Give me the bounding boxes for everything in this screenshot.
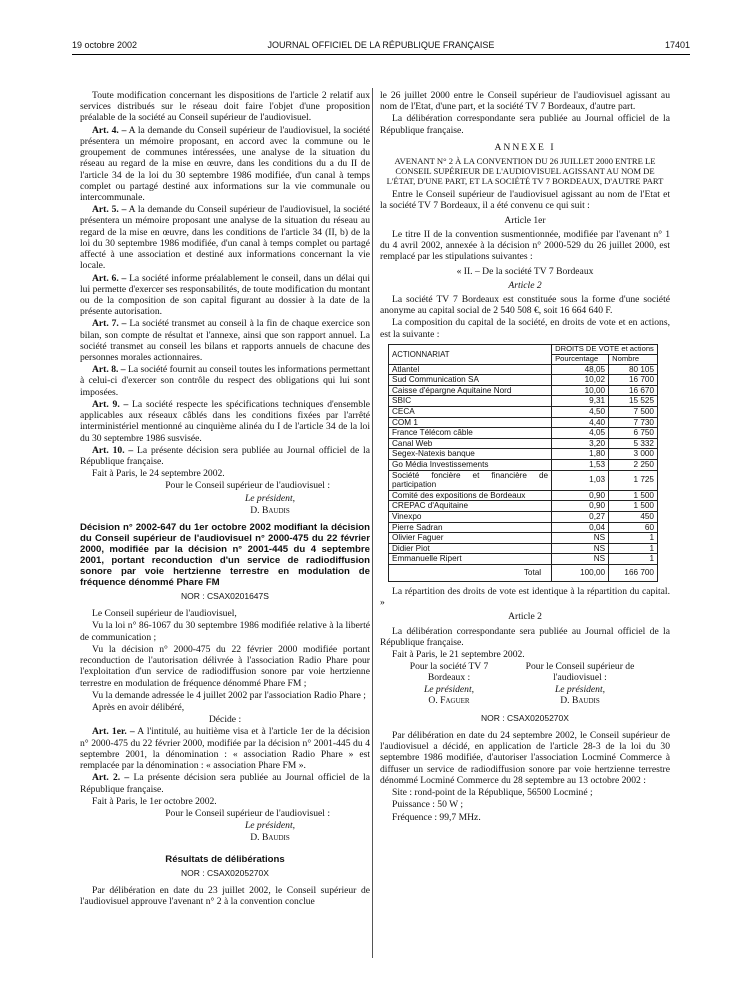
article-paragraph: Art. 9. – La société respecte les spécifications techniques d'ensemble applicables aux réseaux câblés dans les conditions fixées par l'arrêté interministériel mentionné au cinquième alinéa du I de l'article 34 de la loi du 30 septembre 1986 susvisée. <box>80 398 370 444</box>
nor-code-2: NOR : CSAX0205270X <box>181 867 269 878</box>
signature-left-for: Pour la société TV 7 Bordeaux : <box>409 661 489 684</box>
cell-nombre: 7 730 <box>609 417 658 428</box>
total-label: Total <box>389 564 552 581</box>
signature-left-name: O. Faguer <box>428 694 470 706</box>
cell-nombre: 1 <box>609 543 658 554</box>
table-row <box>389 511 658 522</box>
repartition-paragraph: La répartition des droits de vote est identique à la répartition du capital. » <box>380 585 670 609</box>
article-paragraph: Art. 6. – La société informe préalablement le conseil, dans un délai qui lui permette d'exercer ses responsabilités, de toute modification du montant ou de la composition de son capital figurant au dossier à la date de la présente autorisation. <box>80 272 370 318</box>
table-row <box>389 470 658 490</box>
cell-nombre: 60 <box>609 522 658 533</box>
article-2b-text: La délibération correspondante sera publiée au Journal officiel de la République française. <box>380 625 670 648</box>
puissance-line: Puissance : 50 W ; <box>392 799 464 811</box>
cell-nombre: 5 332 <box>609 438 658 449</box>
cell-pct: 10,02 <box>552 375 609 386</box>
cell-name: COM 1 <box>389 417 552 428</box>
visa-paragraph: Après en avoir délibéré, <box>92 701 185 713</box>
right-column <box>380 90 670 824</box>
results-title: Résultats de délibérations <box>165 853 285 865</box>
cell-nombre: 16 700 <box>609 375 658 386</box>
dual-signature <box>380 661 670 706</box>
left-column <box>80 90 370 908</box>
cell-pct: 0,04 <box>552 522 609 533</box>
cell-pct: 1,80 <box>552 449 609 460</box>
articles-list <box>80 125 370 468</box>
cell-name: Olivier Faguer <box>389 533 552 544</box>
cell-pct: 0,90 <box>552 501 609 512</box>
cell-nombre: 450 <box>609 511 658 522</box>
cell-nombre: 1 <box>609 554 658 565</box>
cell-pct: 0,90 <box>552 490 609 501</box>
header-date: 19 octobre 2002 <box>72 40 138 50</box>
article-paragraph: Art. 4. – A la demande du Conseil supérieur de l'audiovisuel, la société présentera un mémoire proposant, en accord avec la commune ou le groupement de communes intéressées, une analyse de la situation du réseau au regard de la mise en œuvre, dans les conditions du a du II de l'article 34 de la loi du 30 septembre 1986 modifiée, d'un canal à temps complet ou partagé destiné aux informations sur la vie communale ou intercommunale. <box>80 124 370 203</box>
annex-intro: Entre le Conseil supérieur de l'audiovisuel agissant au nom de l'Etat et la société TV 7 Bordeaux, il a été convenu ce qui suit : <box>380 189 670 212</box>
signature-role-1: Le président, <box>244 492 296 504</box>
cell-name: Caisse d'épargne Aquitaine Nord <box>389 385 552 396</box>
article-paragraph: Art. 7. – La société transmet au conseil à la fin de chaque exercice son bilan, son compte de résultat et l'annexe, ainsi que son rapport annuel. La société transmet au conseil les bilans et rapports annuels de chacune des personnes morales actionnaires. <box>80 318 370 364</box>
cell-name: CECA <box>389 406 552 417</box>
decide-heading: Décide : <box>208 714 242 726</box>
header-page-number: 17401 <box>664 40 690 50</box>
signature-right-role: Le président, <box>554 683 606 695</box>
table-row <box>389 459 658 470</box>
cell-pct: 4,50 <box>552 406 609 417</box>
table-row <box>389 554 658 565</box>
nor-code-3: NOR : CSAX0205270X <box>481 713 569 724</box>
cell-pct: 4,05 <box>552 428 609 439</box>
cell-nombre: 1 500 <box>609 490 658 501</box>
cell-name: Pierre Sadran <box>389 522 552 533</box>
col-nombre: Nombre <box>609 354 658 364</box>
page-header <box>72 40 690 52</box>
annex-title: ANNEXE I <box>494 141 556 153</box>
table-row <box>389 375 658 386</box>
col-pourcentage: Pourcentage <box>552 354 609 364</box>
table-total-row <box>389 564 658 581</box>
signature-name-1: D. Baudis <box>250 504 290 516</box>
cell-nombre: 2 250 <box>609 459 658 470</box>
table-row <box>389 522 658 533</box>
cell-pct: 9,31 <box>552 396 609 407</box>
cell-pct: NS <box>552 554 609 565</box>
table-row <box>389 417 658 428</box>
cell-nombre: 16 670 <box>609 385 658 396</box>
capital-table <box>388 344 658 582</box>
cell-pct: 1,03 <box>552 470 609 490</box>
cell-name: Comité des expositions de Bordeaux <box>389 490 552 501</box>
signature-name-2: D. Baudis <box>250 832 290 844</box>
cell-nombre: 1 725 <box>609 470 658 490</box>
column-divider <box>372 88 373 958</box>
capital-table-body <box>389 364 658 564</box>
cell-nombre: 15 525 <box>609 396 658 407</box>
article-2: Art. 2. – La présente décision sera publiée au Journal officiel de la République française. <box>80 772 370 795</box>
visas-list <box>80 608 370 713</box>
cell-name: CREPAC d'Aquitaine <box>389 501 552 512</box>
intro-paragraph: Toute modification concernant les dispositions de l'article 2 relatif aux services distribués sur le réseau doit faire l'objet d'une proposition préalable de la société au Conseil supérieur de l'audiovisuel. <box>80 90 370 124</box>
visa-paragraph: Vu la demande adressée le 4 juillet 2002 par l'association Radio Phare ; <box>92 689 366 701</box>
cell-name: Atlantel <box>389 364 552 375</box>
locmine-paragraph: Par délibération en date du 24 septembre 2002, le Conseil supérieur de l'audiovisuel a décidé, en application de l'article 28-3 de la loi du 30 septembre 1986 modifiée, d'autoriser l'association Locminé Commerce à diffuser un service de radiodiffusion sonore par voie hertzienne terrestre dénommé Locminé Commerce du 28 septembre au 13 octobre 2002 : <box>380 730 670 786</box>
table-row <box>389 490 658 501</box>
article-paragraph: Art. 10. – La présente décision sera publiée au Journal officiel de la République française. <box>80 444 370 467</box>
done-date-3: Fait à Paris, le 21 septembre 2002. <box>392 648 525 660</box>
frequence-line: Fréquence : 99,7 MHz. <box>392 811 481 823</box>
signature-for-2: Pour le Conseil supérieur de l'audiovisuel : <box>165 807 330 819</box>
cell-name: Didier Piot <box>389 543 552 554</box>
header-title: JOURNAL OFFICIEL DE LA RÉPUBLIQUE FRANÇAISE <box>267 40 495 50</box>
table-row <box>389 396 658 407</box>
table-row <box>389 501 658 512</box>
cell-pct: 3,20 <box>552 438 609 449</box>
total-pct: 100,00 <box>552 564 609 581</box>
nor-code-1: NOR : CSAX0201647S <box>181 591 269 602</box>
signature-left <box>394 661 504 706</box>
article-2-heading: Article 2 <box>508 279 542 291</box>
article-2-p2: La composition du capital de la société, en droits de vote et en actions, est la suivante : <box>380 317 670 340</box>
article-1er-text: Le titre II de la convention susmentionnée, modifiée par l'avenant n° 1 du 4 avril 2002, annexée à la décision n° 2000-529 du 26 juillet 2000, est remplacé par les stipulations suivantes : <box>380 228 670 263</box>
table-row <box>389 385 658 396</box>
article-paragraph: Art. 8. – La société fournit au conseil toutes les informations permettant à celui-ci d'exercer son contrôle du respect des obligations qui lui sont imposées. <box>80 364 370 398</box>
article-1er: Art. 1er. – A l'intitulé, au huitième visa et à l'article 1er de la décision n° 2000-475 du 22 février 2000, modifiée par la décision n° 2001-445 du 4 septembre 2001, la dénomination : « association Radio Phare » est remplacée par la dénomination : « association Phare FM ». <box>80 726 370 772</box>
cell-nombre: 80 105 <box>609 364 658 375</box>
total-nombre: 166 700 <box>609 564 658 581</box>
signature-right <box>510 661 650 706</box>
article-2-p1: La société TV 7 Bordeaux est constituée sous la forme d'une société anonyme au capital social de 2 540 508 €, soit 16 664 640 F. <box>380 293 670 317</box>
cell-name: Sud Communication SA <box>389 375 552 386</box>
continuation-paragraph: le 26 juillet 2000 entre le Conseil supérieur de l'audiovisuel agissant au nom de l'Etat, d'une part, et la société TV 7 Bordeaux, d'autre part. <box>380 90 670 113</box>
table-row <box>389 428 658 439</box>
cell-pct: 0,27 <box>552 511 609 522</box>
table-row <box>389 449 658 460</box>
cell-name: Emmanuelle Ripert <box>389 554 552 565</box>
table-row <box>389 406 658 417</box>
table-row <box>389 438 658 449</box>
cell-nombre: 7 500 <box>609 406 658 417</box>
site-line: Site : rond-point de la République, 56500 Locminé ; <box>392 787 593 799</box>
article-paragraph: Art. 5. – A la demande du Conseil supérieur de l'audiovisuel, la société présentera un mémoire proposant une analyse de la situation du réseau au regard de la mise en œuvre, dans les conditions de l'article 34 (II, b) de la loi du 30 septembre 1986 modifiée, d'un canal à temps complet ou partagé affecté à une association et destiné aux informations concernant la vie locale. <box>80 204 370 272</box>
header-rule <box>72 54 690 55</box>
cell-pct: 1,53 <box>552 459 609 470</box>
done-date-2: Fait à Paris, le 1er octobre 2002. <box>92 795 217 807</box>
cell-pct: 48,05 <box>552 364 609 375</box>
cell-nombre: 3 000 <box>609 449 658 460</box>
cell-nombre: 1 <box>609 533 658 544</box>
visa-paragraph: Vu la loi n° 86-1067 du 30 septembre 1986 modifiée relative à la liberté de communication ; <box>80 620 370 643</box>
signature-role-2: Le président, <box>244 820 296 832</box>
cell-name: Go Média Investissements <box>389 459 552 470</box>
col-actionnariat: ACTIONNARIAT <box>389 344 552 364</box>
cell-name: SBIC <box>389 396 552 407</box>
cell-name: Canal Web <box>389 438 552 449</box>
cell-name: France Télécom câble <box>389 428 552 439</box>
cell-name: Société foncière et financière de participation <box>389 470 552 490</box>
table-row <box>389 543 658 554</box>
signature-for-1: Pour le Conseil supérieur de l'audiovisuel : <box>165 480 330 492</box>
cell-nombre: 6 750 <box>609 428 658 439</box>
cell-name: Vinexpo <box>389 511 552 522</box>
cell-pct: 4,40 <box>552 417 609 428</box>
publish-paragraph: La délibération correspondante sera publiée au Journal officiel de la République française. <box>380 113 670 136</box>
article-2b-heading: Article 2 <box>508 611 542 623</box>
cell-pct: NS <box>552 543 609 554</box>
decision-title: Décision n° 2002-647 du 1er octobre 2002 modifiant la décision du Conseil supérieur de l'audiovisuel n° 2000-475 du 22 février 2000, modifiée par la décision n° 2001-445 du 4 septembre 2001, portant reconduction d'un service de radiodiffusion sonore par voie hertzienne terrestre en modulation de fréquence dénommé Phare FM <box>80 522 370 589</box>
visa-paragraph: Le Conseil supérieur de l'audiovisuel, <box>92 608 237 620</box>
col-droits-de-vote: DROITS DE VOTE et actions <box>552 344 658 354</box>
annex-subtitle: AVENANT N° 2 À LA CONVENTION DU 26 JUILLET 2000 ENTRE LE CONSEIL SUPÉRIEUR DE L'AUDIOVISUEL AGISSANT AU NOM DE L'ÉTAT, D'UNE PART, ET LA SOCIÉTÉ TV 7 BORDEAUX, D'AUTRE PART <box>386 156 664 187</box>
cell-name: Segex-Natexis banque <box>389 449 552 460</box>
signature-right-for: Pour le Conseil supérieur de l'audiovisuel : <box>525 661 635 684</box>
table-row <box>389 364 658 375</box>
title-ii-heading: « II. – De la société TV 7 Bordeaux <box>456 265 594 277</box>
signature-right-name: D. Baudis <box>560 694 600 706</box>
table-row <box>389 533 658 544</box>
article-1er-heading: Article 1er <box>504 214 546 226</box>
visa-paragraph: Vu la décision n° 2000-475 du 22 février 2000 modifiée portant reconduction de l'autorisation délivrée à l'association Radio Phare pour l'exploitation d'un service de radiodiffusion sonore par voie hertzienne terrestre en modulation de fréquence dénommé Phare FM ; <box>80 643 370 689</box>
cell-pct: NS <box>552 533 609 544</box>
done-date-1: Fait à Paris, le 24 septembre 2002. <box>92 468 225 480</box>
cell-nombre: 1 500 <box>609 501 658 512</box>
results-paragraph: Par délibération en date du 23 juillet 2002, le Conseil supérieur de l'audiovisuel approuve l'avenant n° 2 à la convention conclue <box>80 884 370 907</box>
cell-pct: 10,00 <box>552 385 609 396</box>
signature-left-role: Le président, <box>423 683 475 695</box>
